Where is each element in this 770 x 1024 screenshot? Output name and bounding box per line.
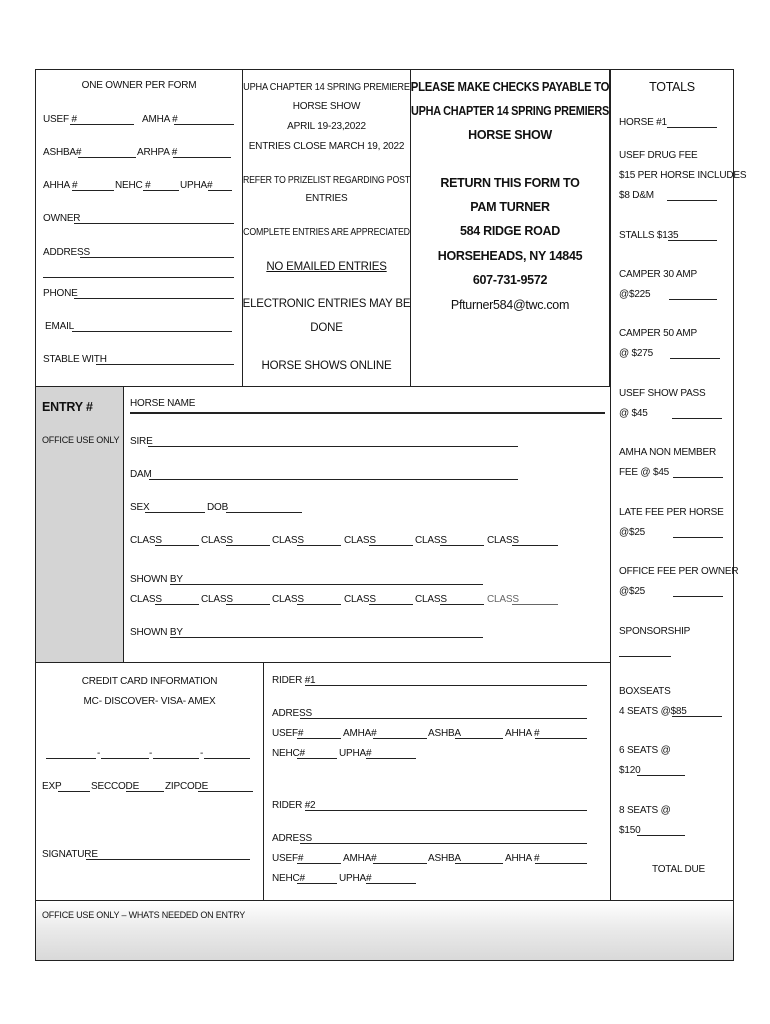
entry-class-label: CLASS	[415, 535, 447, 546]
owner-heading: ONE OWNER PER FORM	[81, 80, 197, 91]
rider1-adress-label: ADRESS	[272, 708, 312, 719]
rider2-usef-field[interactable]	[297, 854, 341, 864]
totals-6seats-1: 6 SEATS @	[619, 745, 671, 756]
rider1-ashba-label: ASHBA	[428, 728, 461, 739]
entry-dam-field[interactable]	[149, 470, 518, 480]
entry-class-field[interactable]	[512, 595, 558, 605]
checks-line-1: PLEASE MAKE CHECKS PAYABLE TO	[410, 80, 610, 94]
card-number-field-2[interactable]	[101, 749, 149, 759]
rider2-ahha-label: AHHA #	[505, 853, 540, 864]
totals-8seats-2: $150	[619, 825, 641, 836]
rider1-ashba-field[interactable]	[455, 729, 503, 739]
owner-owner-label: OWNER	[43, 213, 81, 224]
totals-late-1: LATE FEE PER HORSE	[619, 507, 724, 518]
entry-class-field[interactable]	[155, 536, 199, 546]
rider2-nehc-field[interactable]	[297, 874, 337, 884]
totals-pass-2: @ $45	[619, 408, 648, 419]
entry-details-box	[123, 386, 611, 663]
checks-email: Pfturner584@twc.com	[450, 298, 570, 312]
owner-nehc-field[interactable]	[143, 181, 179, 191]
totals-8seats-1: 8 SEATS @	[619, 805, 671, 816]
totals-drug-3: $8 D&M	[619, 190, 654, 201]
owner-arhpa-label: ARHPA #	[137, 147, 178, 158]
show-online: HORSE SHOWS ONLINE	[261, 360, 392, 372]
card-number-field-3[interactable]	[153, 749, 199, 759]
rider1-usef-label: USEF#	[272, 728, 304, 739]
show-title-2: HORSE SHOW	[292, 101, 361, 112]
totals-camper30-field[interactable]	[669, 290, 717, 300]
totals-amha-field[interactable]	[673, 468, 723, 478]
entry-class-field[interactable]	[440, 536, 484, 546]
rider1-amha-field[interactable]	[373, 729, 427, 739]
entry-class-field[interactable]	[155, 595, 199, 605]
totals-camper30-1: CAMPER 30 AMP	[619, 269, 697, 280]
owner-email-label: EMAIL	[45, 321, 75, 332]
totals-6seats-field[interactable]	[637, 766, 685, 776]
entry-sex-field[interactable]	[145, 503, 205, 513]
card-dash: -	[200, 748, 204, 759]
footer-office-label: OFFICE USE ONLY – WHATS NEEDED ON ENTRY	[42, 910, 246, 920]
rider2-ahha-field[interactable]	[535, 854, 587, 864]
rider2-nehc-label: NEHC#	[272, 873, 305, 884]
checks-name: PAM TURNER	[470, 200, 550, 214]
entry-sire-label: SIRE	[130, 436, 153, 447]
checks-line-2: UPHA CHAPTER 14 SPRING PREMIERS	[410, 104, 610, 118]
rider2-upha-field[interactable]	[366, 874, 416, 884]
entry-class-field[interactable]	[512, 536, 558, 546]
owner-ahha-label: AHHA #	[43, 180, 78, 191]
totals-late-field[interactable]	[673, 528, 723, 538]
entry-class-field[interactable]	[226, 536, 270, 546]
card-zipcode-label: ZIPCODE	[165, 781, 209, 792]
totals-box-field[interactable]	[672, 707, 722, 717]
rider1-upha-field[interactable]	[366, 749, 416, 759]
rider1-nehc-label: NEHC#	[272, 748, 305, 759]
show-entries-close: ENTRIES CLOSE MARCH 19, 2022	[248, 141, 405, 152]
entry-sire-field[interactable]	[148, 437, 518, 447]
entry-class-field[interactable]	[440, 595, 484, 605]
totals-camper50-field[interactable]	[670, 349, 720, 359]
card-heading: CREDIT CARD INFORMATION	[81, 676, 218, 687]
owner-nehc-label: NEHC #	[115, 180, 151, 191]
card-signature-label: SIGNATURE	[42, 849, 98, 860]
owner-ashba-label: ASHBA#	[43, 147, 82, 158]
entry-class-label: CLASS	[201, 594, 233, 605]
totals-late-2: @$25	[619, 527, 646, 538]
card-dash: -	[149, 748, 153, 759]
totals-6seats-2: $120	[619, 765, 641, 776]
rider1-upha-label: UPHA#	[339, 748, 372, 759]
rider1-amha-label: AMHA#	[343, 728, 377, 739]
owner-email-field[interactable]	[72, 322, 232, 332]
card-types: MC- DISCOVER- VISA- AMEX	[83, 696, 216, 707]
totals-camper50-1: CAMPER 50 AMP	[619, 328, 697, 339]
totals-amha-2: FEE @ $45	[619, 467, 670, 478]
rider1-label: RIDER #1	[272, 675, 316, 686]
owner-address-field-2[interactable]	[43, 268, 234, 278]
rider2-upha-label: UPHA#	[339, 873, 372, 884]
rider2-adress-field[interactable]	[300, 834, 587, 844]
entry-class-label: CLASS	[130, 535, 162, 546]
entry-class-label: CLASS	[130, 594, 162, 605]
entry-class-field[interactable]	[226, 595, 270, 605]
totals-camper50-2: @ $275	[619, 348, 653, 359]
entry-dam-label: DAM	[130, 469, 152, 480]
show-complete-entries: COMPLETE ENTRIES ARE APPRECIATED	[243, 227, 410, 238]
entry-office-panel	[35, 386, 124, 663]
checks-street: 584 RIDGE ROAD	[460, 224, 560, 238]
rider1-name-field[interactable]	[305, 676, 587, 686]
owner-phone-label: PHONE	[43, 288, 78, 299]
checks-city: HORSEHEADS, NY 14845	[437, 249, 583, 263]
owner-upha-label: UPHA#	[180, 180, 213, 191]
totals-pass-1: USEF SHOW PASS	[619, 388, 706, 399]
rider1-usef-field[interactable]	[297, 729, 341, 739]
owner-amha-field[interactable]	[174, 115, 234, 125]
entry-class-label: CLASS	[201, 535, 233, 546]
totals-office-2: @$25	[619, 586, 646, 597]
card-exp-label: EXP	[42, 781, 62, 792]
show-dates: APRIL 19-23,2022	[287, 121, 366, 132]
totals-sponsor-label: SPONSORSHIP	[619, 626, 691, 637]
totals-drug-1: USEF DRUG FEE	[619, 150, 698, 161]
totals-office-field[interactable]	[673, 587, 723, 597]
owner-phone-field[interactable]	[74, 289, 234, 299]
owner-owner-field[interactable]	[74, 214, 234, 224]
card-zipcode-field[interactable]	[198, 782, 253, 792]
owner-upha-field[interactable]	[208, 181, 232, 191]
checks-line-3: HORSE SHOW	[468, 128, 552, 142]
entry-shown-by-field[interactable]	[170, 628, 483, 638]
totals-office-1: OFFICE FEE PER OWNER	[619, 566, 739, 577]
totals-total-due: TOTAL DUE	[652, 864, 706, 875]
entry-class-label: CLASS	[272, 535, 304, 546]
card-signature-field[interactable]	[86, 850, 250, 860]
entry-class-field[interactable]	[369, 536, 413, 546]
entry-class-field[interactable]	[369, 595, 413, 605]
show-no-emailed: NO EMAILED ENTRIES	[266, 261, 387, 273]
entry-class-label: CLASS	[344, 594, 376, 605]
card-exp-field[interactable]	[58, 782, 90, 792]
entry-dob-field[interactable]	[226, 503, 302, 513]
rider2-amha-label: AMHA#	[343, 853, 377, 864]
totals-box-1: BOXSEATS	[619, 686, 671, 697]
entry-sex-label: SEX	[130, 502, 150, 513]
owner-amha-label: AMHA #	[142, 114, 178, 125]
entry-class-label: CLASS	[344, 535, 376, 546]
rider2-amha-field[interactable]	[373, 854, 427, 864]
entry-class-field[interactable]	[297, 536, 341, 546]
rider2-ashba-label: ASHBA	[428, 853, 461, 864]
owner-usef-field[interactable]	[70, 115, 134, 125]
card-seccode-label: SECCODE	[91, 781, 140, 792]
owner-stable-field[interactable]	[96, 355, 234, 365]
rider2-usef-label: USEF#	[272, 853, 304, 864]
totals-horse1-label: HORSE #1	[619, 117, 667, 128]
totals-stalls-label: STALLS $135	[619, 230, 679, 241]
show-electronic-1: ELECTRONIC ENTRIES MAY BE	[242, 298, 411, 310]
owner-ahha-field[interactable]	[72, 181, 114, 191]
card-number-field-4[interactable]	[204, 749, 250, 759]
entry-shown-by-label: SHOWN BY	[130, 574, 183, 585]
entry-dob-label: DOB	[207, 502, 229, 513]
rider1-adress-field[interactable]	[300, 709, 587, 719]
rider1-nehc-field[interactable]	[297, 749, 337, 759]
card-number-field-1[interactable]	[46, 749, 96, 759]
show-prizelist-1: REFER TO PRIZELIST REGARDING POST	[242, 175, 411, 186]
entry-class-label: CLASS	[487, 535, 519, 546]
horse-name-line[interactable]	[130, 412, 605, 414]
totals-8seats-field[interactable]	[637, 826, 685, 836]
owner-address-field[interactable]	[80, 248, 234, 258]
checks-return: RETURN THIS FORM TO	[440, 176, 580, 190]
entry-shown-by-field[interactable]	[170, 575, 483, 585]
checks-phone: 607-731-9572	[472, 273, 548, 287]
owner-arhpa-field[interactable]	[173, 148, 231, 158]
show-electronic-2: DONE	[310, 322, 343, 334]
rider2-adress-label: ADRESS	[272, 833, 312, 844]
totals-stalls-field[interactable]	[668, 231, 717, 241]
card-seccode-field[interactable]	[126, 782, 164, 792]
entry-office-use: OFFICE USE ONLY	[42, 435, 120, 445]
totals-amha-1: AMHA NON MEMBER	[619, 447, 717, 458]
rider2-name-field[interactable]	[305, 801, 587, 811]
show-prizelist-2: ENTRIES	[305, 193, 348, 204]
totals-heading: TOTALS	[649, 80, 695, 94]
rider1-ahha-label: AHHA #	[505, 728, 540, 739]
totals-drug-field[interactable]	[667, 191, 717, 201]
entry-class-label: CLASS	[415, 594, 447, 605]
rider-box	[263, 662, 611, 902]
owner-usef-label: USEF #	[43, 114, 77, 125]
entry-number-label: ENTRY #	[42, 400, 93, 414]
owner-ashba-field[interactable]	[78, 148, 136, 158]
rider1-ahha-field[interactable]	[535, 729, 587, 739]
show-title-1: UPHA CHAPTER 14 SPRING PREMIERE	[243, 82, 410, 93]
rider2-ashba-field[interactable]	[455, 854, 503, 864]
owner-stable-label: STABLE WITH	[43, 354, 107, 365]
owner-address-label: ADDRESS	[43, 247, 90, 258]
entry-class-field[interactable]	[297, 595, 341, 605]
rider2-label: RIDER #2	[272, 800, 316, 811]
card-dash: -	[97, 748, 101, 759]
entry-class-label: CLASS	[487, 594, 519, 605]
totals-box-2: 4 SEATS @$85	[619, 706, 687, 717]
totals-sponsor-field[interactable]	[619, 647, 671, 657]
totals-camper30-2: @$225	[619, 289, 651, 300]
totals-pass-field[interactable]	[672, 409, 722, 419]
entry-shown-by-label: SHOWN BY	[130, 627, 183, 638]
entry-class-label: CLASS	[272, 594, 304, 605]
totals-horse1-field[interactable]	[667, 118, 717, 128]
entry-horse-name-label: HORSE NAME	[130, 398, 196, 409]
totals-drug-2: $15 PER HORSE INCLUDES	[619, 170, 747, 181]
